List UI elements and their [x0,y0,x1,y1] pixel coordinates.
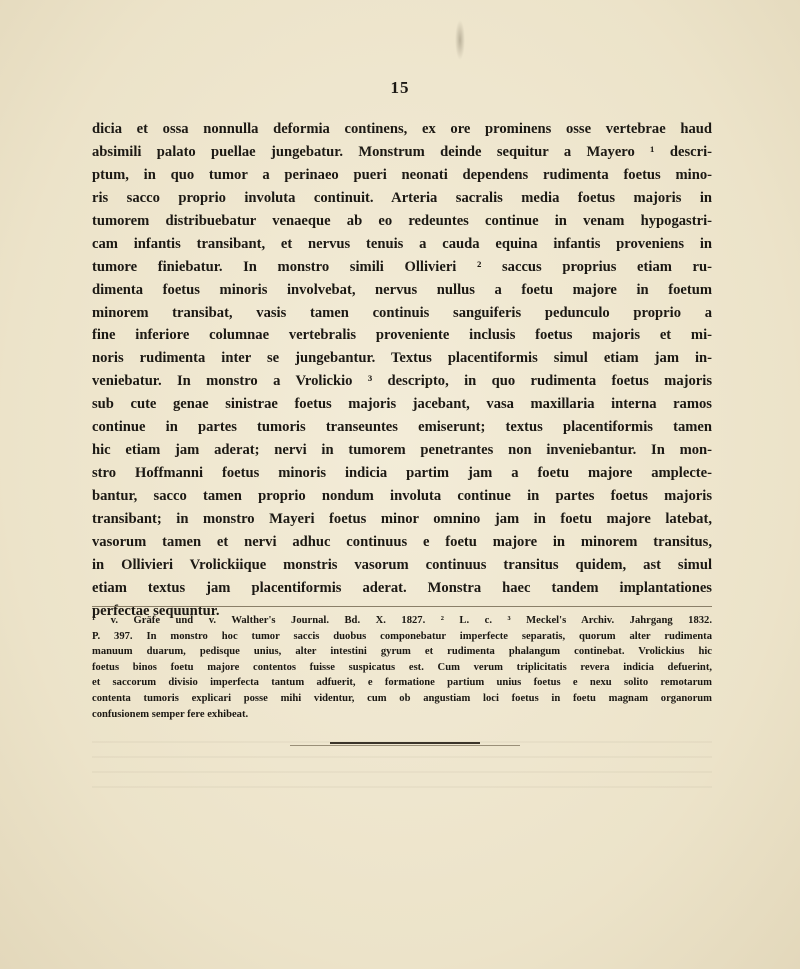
text-line: dimenta foetus minoris involvebat, nervus nullus a foetu majore in foetum [92,281,712,298]
text-line: absimili palato puellae jungebatur. Monstrum deinde sequitur a Mayero ¹ descri- [92,143,712,160]
text-line: perfectae sequuntur. [92,602,220,619]
footnote-line: P. 397. In monstro hoc tumor saccis duobus componebatur imperfecte separatis, quorum alter rudimenta [92,630,712,642]
footnote-line: confusionem semper fere exhibeat. [92,708,249,720]
text-line: transibant; in monstro Mayeri foetus minor omnino jam in foetu majore latebat, [92,510,712,527]
text-line: minorem transibat, vasis tamen continuis sanguiferis pedunculo proprio a [92,304,712,321]
text-line: hic etiam jam aderat; nervi in tumorem penetrantes non inveniebantur. In mon- [92,442,712,459]
text-line: vasorum tamen et nervi adhuc continuus e foetu majore in minorem transitus, [92,533,712,550]
text-line: cam infantis transibant, et nervus tenuis a cauda equina infantis proveniens in [92,235,712,252]
main-text [92,118,712,623]
text-line: fine inferiore columnae vertebralis proveniente inclusis foetus majoris et mi- [92,327,712,344]
text-line: ris sacco proprio involuta continuit. Arteria sacralis media foetus majoris in [92,189,712,206]
text-line: continue in partes tumoris transeuntes emiserunt; textus placentiformis tamen [92,419,712,436]
text-line: bantur, sacco tamen proprio nondum involuta continue in partes foetus majoris [92,488,712,504]
footnote-line: foetus binos foetu majore contentos fuisse suspicatus est. Cum verum triplicitatis revera indicia defuerint, [92,661,712,673]
bleed-through-texture [92,728,712,788]
footnote-divider [92,606,712,607]
bottom-thin-rule [290,745,520,746]
text-line: in Ollivieri Vrolickiique monstris vasorum continuus transitus quidem, ast simul [92,556,712,573]
footnote-line: et saccorum divisio imperfecta tantum adfuerit, e formatione partium unius foetus e nexu solito remotarum [92,677,712,689]
text-line: tumore finiebatur. In monstro simili Ollivieri ² saccus proprius etiam ru- [92,258,712,275]
text-line: etiam textus jam placentiformis aderat. Monstra haec tandem implantationes [92,579,712,596]
footnote-line: ¹ v. Gräfe und v. Walther's Journal. Bd. X. 1827. ² L. c. ³ Meckel's Archiv. Jahrgang 1832. [92,615,712,626]
bottom-rule [330,742,480,744]
footnotes [92,613,712,722]
page-number: 15 [390,78,410,97]
ink-smudge [455,20,465,60]
footnote-line: manuum duarum, pedisque unius, alter intestini gyrum et rudimenta phalangum continebat. Vrolickius hic [92,646,712,658]
text-line: dicia et ossa nonnulla deformia continens, ex ore prominens osse vertebrae haud [92,121,712,137]
text-line: ptum, in quo tumor a perinaeo pueri neonati dependens rudimenta foetus mino- [92,166,712,183]
text-line: veniebatur. In monstro a Vrolickio ³ descripto, in quo rudimenta foetus majoris [92,373,712,390]
footnote-line: contenta tumoris explicari posse mihi videntur, cum ob angustiam loci foetus in foetu magnam organorum [92,692,712,704]
text-line: sub cute genae sinistrae foetus majoris jacebant, vasa maxillaria interna ramos [92,396,712,413]
text-line: stro Hoffmanni foetus minoris indicia partim jam a foetu majore amplecte- [92,465,712,482]
text-line: noris rudimenta inter se jungebantur. Textus placentiformis simul etiam jam in- [92,350,712,367]
text-line: tumorem distribuebatur venaeque ab eo redeuntes continue in venam hypogastri- [92,212,712,229]
